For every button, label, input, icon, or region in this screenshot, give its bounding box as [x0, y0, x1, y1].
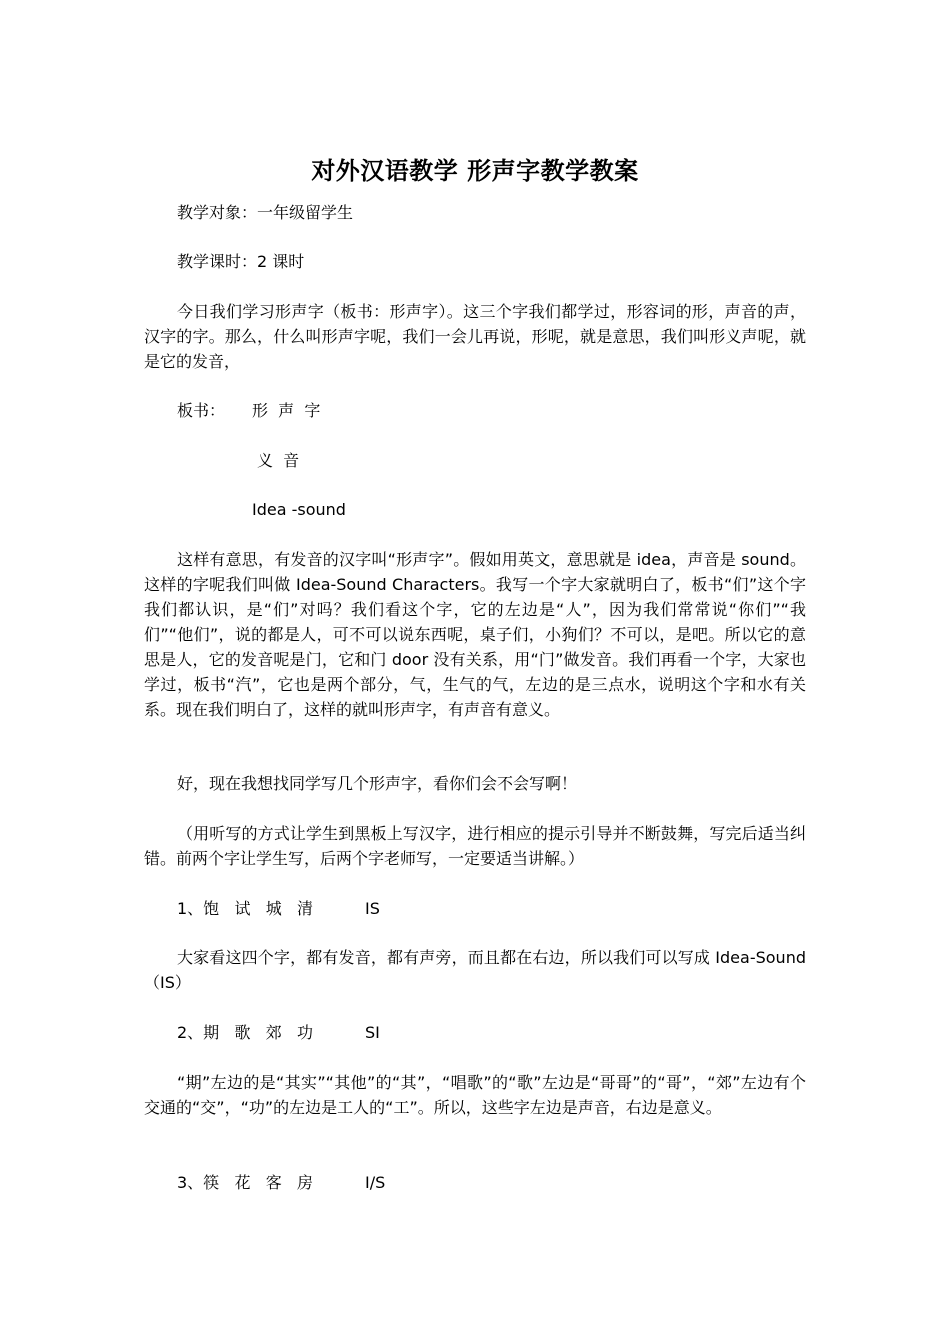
group1-tag: IS — [365, 899, 380, 918]
board-line-characters: 形 声 字 — [252, 401, 321, 420]
group3-characters: 3、筷 花 客 房 — [177, 1173, 313, 1192]
method-paragraph: （用听写的方式让学生到黑板上写汉字，进行相应的提示引导并不断鼓舞，写完后适当纠错。前两个字让学生写，后两个字老师写，一定要适当讲解。） — [144, 824, 806, 868]
group2-characters: 2、期 歌 郊 功 — [177, 1023, 313, 1042]
intro-paragraph: 今日我们学习形声字（板书：形声字）。这三个字我们都学过，形容词的形，声音的声，汉字的字。那么，什么叫形声字呢，我们一会儿再说，形呢，就是意思，我们叫形义声呢，就是它的发音， — [144, 302, 806, 371]
board-label: 板书： — [177, 401, 226, 420]
invite-paragraph: 好，现在我想找同学写几个形声字，看你们会不会写啊！ — [177, 774, 578, 793]
group1-characters: 1、饱 试 城 清 — [177, 899, 313, 918]
group3-tag: I/S — [365, 1173, 386, 1192]
group2-note: “期”左边的是“其实”“其他”的“其”，“唱歌”的“歌”左边是“哥哥”的“哥”，“郊”左边有个交通的“交”，“功”的左边是工人的“工”。所以，这些字左边是声音，右边是意义。 — [144, 1073, 806, 1117]
board-line-english: Idea -sound — [252, 500, 346, 519]
board-line-meaning-sound: 义 音 — [257, 451, 300, 470]
explanation-paragraph: 这样有意思，有发音的汉字叫“形声字”。假如用英文，意思就是 idea，声音是 sound。这样的字呢我们叫做 Idea-Sound Characters。我写一个字大家就明白了，板书“们”这个字我们都认识，是“们”对吗？我们看这个字，它的左边是“人”，因为我们常常说“你们”“我们”“他们”，说的都是人，可不可以说东西呢，桌子们，小狗们？不可以，是吧。所以它的意思是人，它的发音呢是门，它和门 door 没有关系，用“门”做发音。我们再看一个字，大家也学过，板书“汽”，它也是两个部分，气，生气的气，左边的是三点水，说明这个字和水有关系。现在我们明白了，这样的就叫形声字，有声音有意义。 — [144, 550, 806, 719]
group2-tag: SI — [365, 1023, 380, 1042]
page-title: 对外汉语教学 形声字教学教案 — [311, 157, 639, 185]
teaching-hours: 教学课时：2 课时 — [177, 252, 305, 271]
teaching-target: 教学对象：一年级留学生 — [177, 203, 354, 222]
group1-note: 大家看这四个字，都有发音，都有声旁，而且都在右边，所以我们可以写成 Idea-Sound（IS） — [144, 948, 806, 992]
